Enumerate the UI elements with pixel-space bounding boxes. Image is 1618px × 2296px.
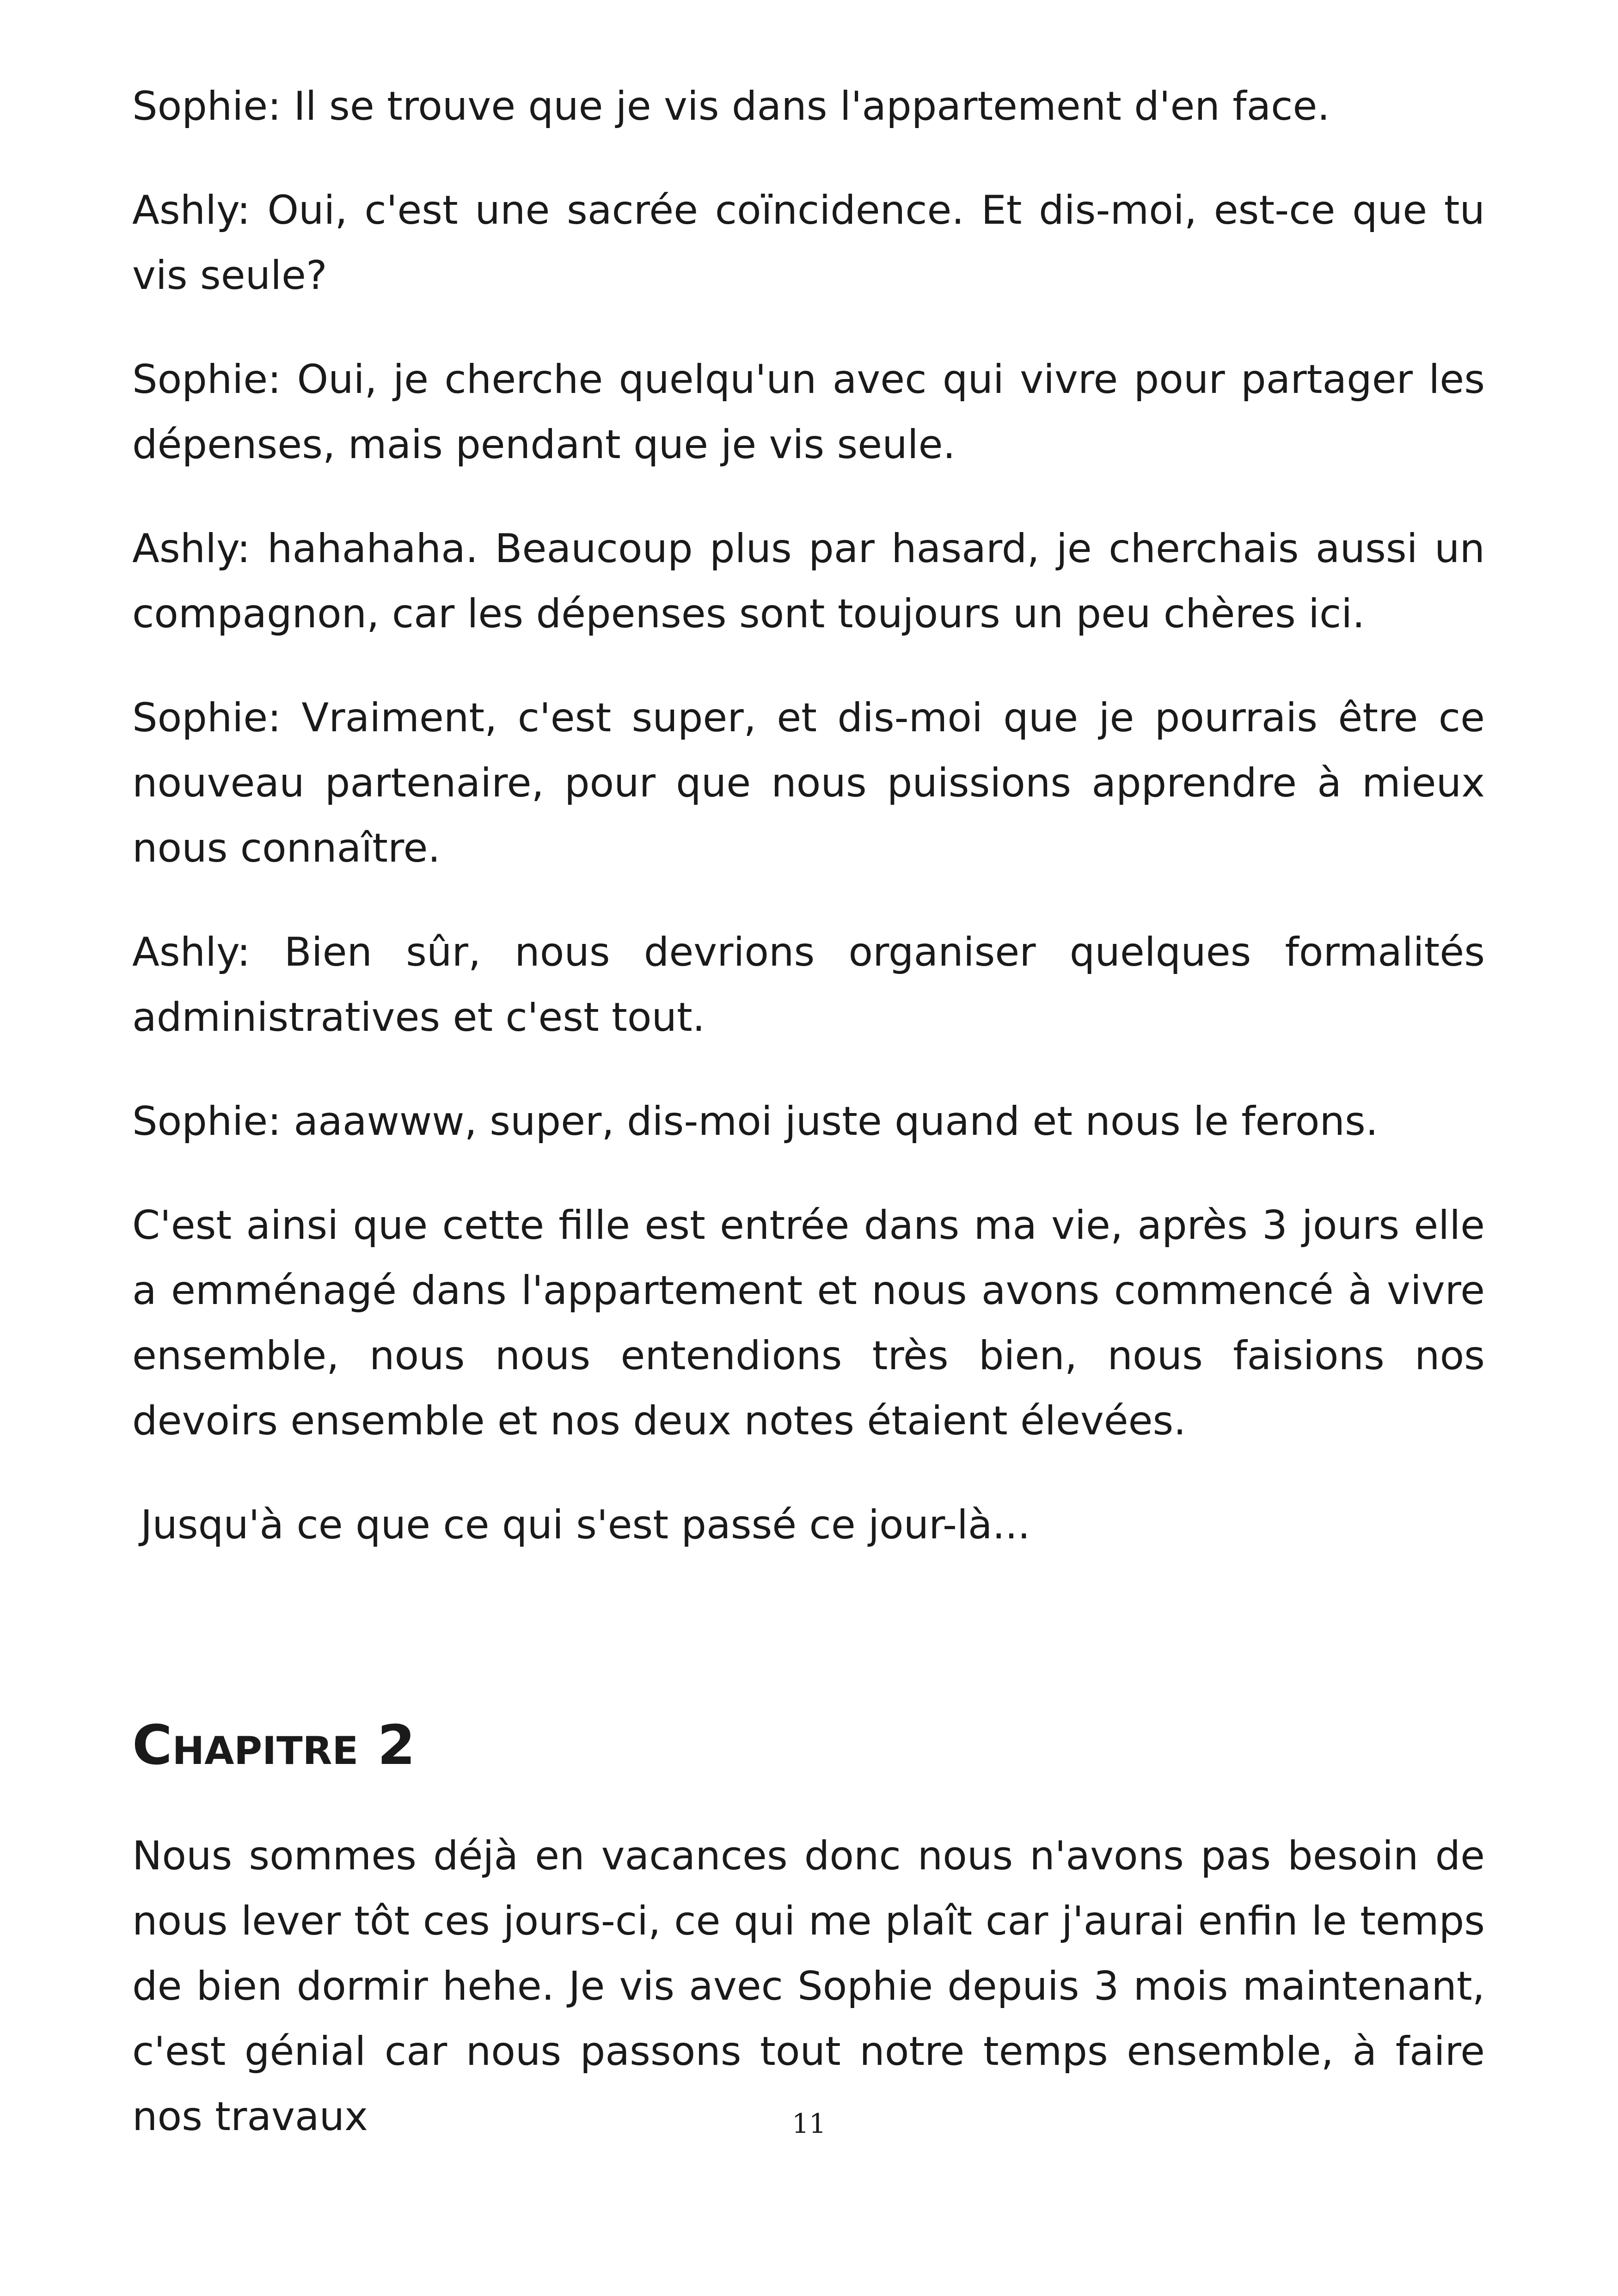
page-body [132,74,1485,2188]
paragraph-5: Sophie: Vraiment, c'est super, et dis-moi que je pourrais être ce nouveau partenaire, pour que nous puissions apprendre à mieux nous connaître. [132,695,1485,871]
paragraph-8: C'est ainsi que cette fille est entrée dans ma vie, après 3 jours elle a emménagé dans l'appartement et nous avons commencé à vivre ensemble, nous nous entendions très bien, nous faisions nos devoirs ensemble et nos deux notes étaient élevées. [132,1202,1485,1444]
paragraph-1: Sophie: Il se trouve que je vis dans l'appartement d'en face. [132,83,1330,129]
paragraph-4: Ashly: hahahaha. Beaucoup plus par hasard, je cherchais aussi un compagnon, car les dépenses sont toujours un peu chères ici. [132,526,1485,637]
chapter-title: Chapitre 2 [132,1713,416,1777]
paragraph-10: Nous sommes déjà en vacances donc nous n'avons pas besoin de nous lever tôt ces jours-ci, ce qui me plaît car j'aurai enfin le temps de bien dormir hehe. Je vis avec Sophie depuis 3 mois maintenant, c'est génial car nous passons tout notre temps ensemble, à faire nos travaux [132,1833,1485,2140]
paragraph-2: Ashly: Oui, c'est une sacrée coïncidence. Et dis-moi, est-ce que tu vis seule? [132,187,1485,299]
paragraph-9: Jusqu'à ce que ce qui s'est passé ce jour-là... [141,1502,1030,1548]
paragraph-7: Sophie: aaawww, super, dis-moi juste quand et nous le ferons. [132,1098,1379,1145]
paragraph-6: Ashly: Bien sûr, nous devrions organiser quelques formalités administratives et c'est tout. [132,929,1485,1041]
paragraph-3: Sophie: Oui, je cherche quelqu'un avec qui vivre pour partager les dépenses, mais pendant que je vis seule. [132,356,1485,468]
page-number: 11 [792,2108,826,2139]
